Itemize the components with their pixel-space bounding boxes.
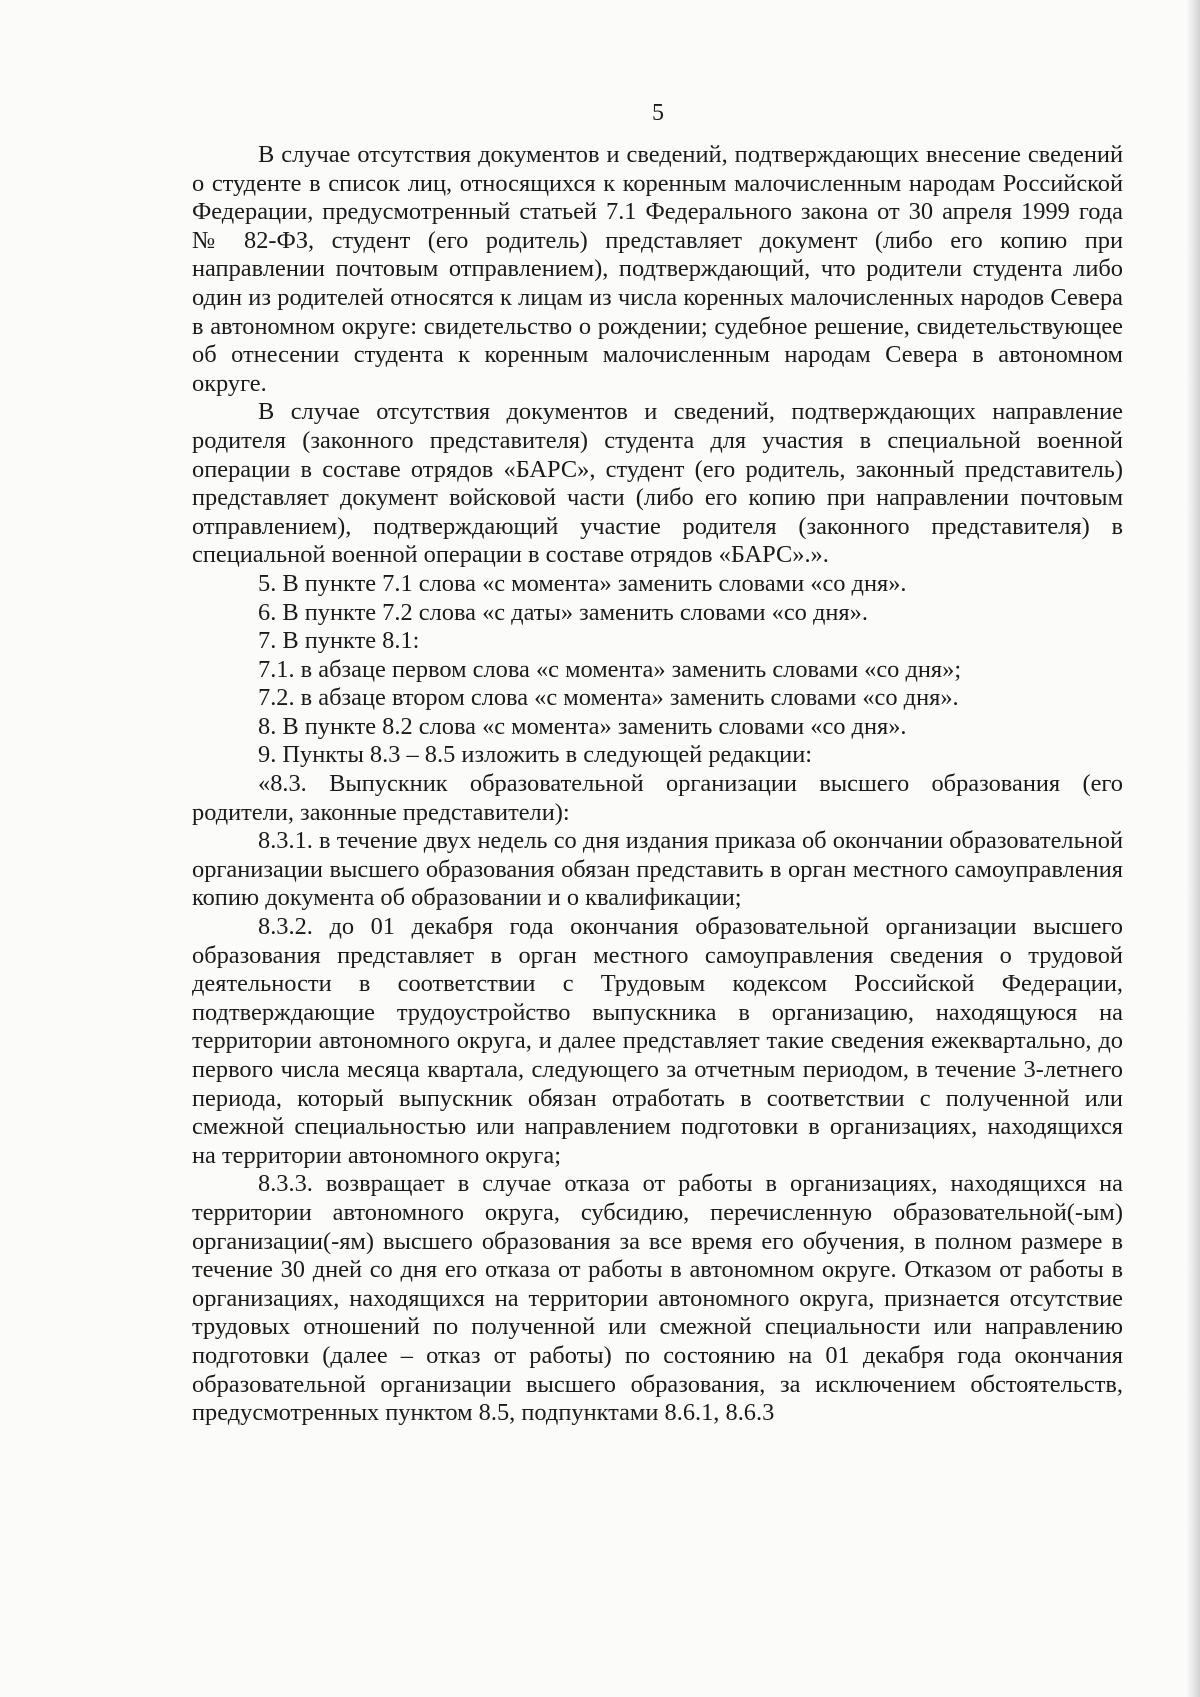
paragraph-item-8-3-1: 8.3.1. в течение двух недель со дня издания приказа об окончании образовательной организации высшего образования обязан представить в орган местного самоуправления копию документа об образовании и о квалификации; — [192, 827, 1123, 912]
paragraph-item-5: 5. В пункте 7.1 слова «с момента» заменить словами «со дня». — [258, 569, 907, 597]
page-edge-shadow — [1185, 0, 1200, 1697]
paragraph-item-8-3: «8.3. Выпускник образовательной организации высшего образования (его родители, законные представители): — [192, 770, 1123, 826]
paragraph-item-8: 8. В пункте 8.2 слова «с момента» заменить словами «со дня». — [258, 712, 907, 740]
paragraph-bars-documents: В случае отсутствия документов и сведений, подтверждающих направление родителя (законного представителя) студента для участия в специальной военной операции в составе отрядов «БАРС», студент (его родитель, законный представитель) представляет документ войсковой части (либо его копию при направлении почтовым отправлением), подтверждающий участие родителя (законного представителя) в специальной военной операции в составе отрядов «БАРС».». — [192, 398, 1123, 569]
paragraph-item-7-1: 7.1. в абзаце первом слова «с момента» заменить словами «со дня»; — [258, 655, 962, 683]
paragraph-indigenous-documents: В случае отсутствия документов и сведений, подтверждающих внесение сведений о студенте в список лиц, относящихся к коренным малочисленным народам Российской Федерации, предусмотренный статьей 7.1 Федерального закона от 30 апреля 1999 года № 82-ФЗ, студент (его родитель) представляет документ (либо его копию при направлении почтовым отправлением), подтверждающий, что родители студента либо один из родителей относятся к лицам из числа коренных малочисленных народов Севера в автономном округе: свидетельство о рождении; судебное решение, свидетельствующее об отнесении студента к коренным малочисленным народам Севера в автономном округе. — [192, 141, 1123, 397]
page-number: 5 — [652, 100, 664, 126]
paragraph-item-8-3-3: 8.3.3. возвращает в случае отказа от работы в организациях, находящихся на территории автономного округа, субсидию, перечисленную образовательной(-ым) организации(-ям) высшего образования за все время его обучения, в полном размере в течение 30 дней со дня его отказа от работы в автономном округе. Отказом от работы в организациях, находящихся на территории автономного округа, признается отсутствие трудовых отношений по полученной или смежной специальности или направлению подготовки (далее – отказ от работы) по состоянию на 01 декабря года окончания образовательной организации высшего образования, за исключением обстоятельств, предусмотренных пунктом 8.5, подпунктами 8.6.1, 8.6.3 — [192, 1170, 1123, 1427]
paragraph-item-6: 6. В пункте 7.2 слова «с даты» заменить словами «со дня». — [258, 598, 868, 626]
document-body — [192, 141, 1123, 1428]
paragraph-item-7: 7. В пункте 8.1: — [258, 627, 420, 655]
paragraph-item-9: 9. Пункты 8.3 – 8.5 изложить в следующей редакции: — [258, 741, 813, 769]
paragraph-item-7-2: 7.2. в абзаце втором слова «с момента» заменить словами «со дня». — [258, 684, 959, 712]
paragraph-item-8-3-2: 8.3.2. до 01 декабря года окончания образовательной организации высшего образования представляет в орган местного самоуправления сведения о трудовой деятельности в соответствии с Трудовым кодексом Российской Федерации, подтверждающие трудоустройство выпускника в организацию, находящуюся на территории автономного округа, и далее представляет такие сведения ежеквартально, до первого числа месяца квартала, следующего за отчетным периодом, в течение 3-летнего периода, который выпускник обязан отработать в соответствии с полученной или смежной специальностью или направлением подготовки в организациях, находящихся на территории автономного округа; — [192, 913, 1123, 1169]
